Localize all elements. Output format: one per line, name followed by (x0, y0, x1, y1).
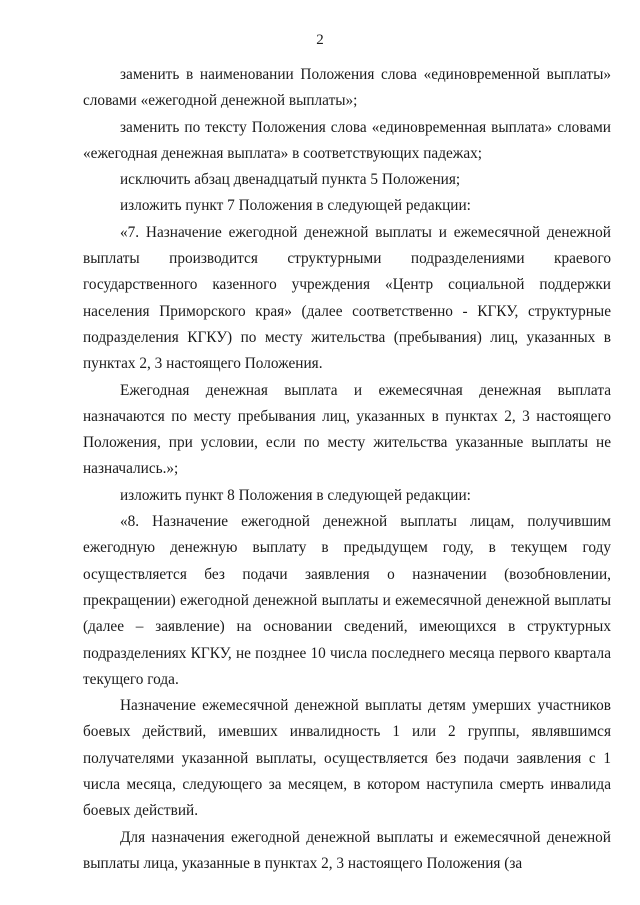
paragraph: «8. Назначение ежегодной денежной выплаты лицам, получившим ежегодную денежную выплату в предыдущем году, в текущем году осуществляется без подачи заявления о назначении (возобновлении, прекращении) ежегодной денежной выплаты и ежемесячной денежной выплаты (далее – заявление) на основании сведений, имеющихся в структурных подразделениях КГКУ, не позднее 10 числа последнего месяца первого квартала текущего года. (83, 513, 611, 688)
paragraph: заменить в наименовании Положения слова «единовременной выплаты» словами «ежегодной денежной выплаты»; (83, 66, 611, 110)
document-body (83, 62, 611, 877)
paragraph: исключить абзац двенадцатый пункта 5 Положения; (120, 171, 461, 189)
paragraph: Ежегодная денежная выплата и ежемесячная денежная выплата назначаются по месту пребывания лиц, указанных в пунктах 2, 3 настоящего Положения, при условии, если по месту жительства указанные выплаты не назначались.»; (83, 381, 611, 478)
paragraph: изложить пункт 8 Положения в следующей редакции: (120, 486, 471, 504)
paragraph: изложить пункт 7 Положения в следующей редакции: (120, 197, 471, 215)
paragraph: Назначение ежемесячной денежной выплаты детям умерших участников боевых действий, имевших инвалидность 1 или 2 группы, являвшимся получателями указанной выплаты, осуществляется без подачи заявления с 1 числа месяца, следующего за месяцем, в котором наступила смерть инвалида боевых действий. (83, 697, 611, 820)
page-number: 2 (316, 32, 324, 48)
paragraph: «7. Назначение ежегодной денежной выплаты и ежемесячной денежной выплаты производится структурными подразделениями краевого государственного казенного учреждения «Центр социальной поддержки населения Приморского края» (далее соответственно - КГКУ, структурные подразделения КГКУ) по месту жительства (пребывания) лиц, указанных в пунктах 2, 3 настоящего Положения. (83, 223, 611, 373)
paragraph: заменить по тексту Положения слова «единовременная выплата» словами «ежегодная денежная выплата» в соответствующих падежах; (83, 118, 611, 162)
paragraph: Для назначения ежегодной денежной выплаты и ежемесячной денежной выплаты лица, указанные в пунктах 2, 3 настоящего Положения (за (83, 828, 611, 872)
